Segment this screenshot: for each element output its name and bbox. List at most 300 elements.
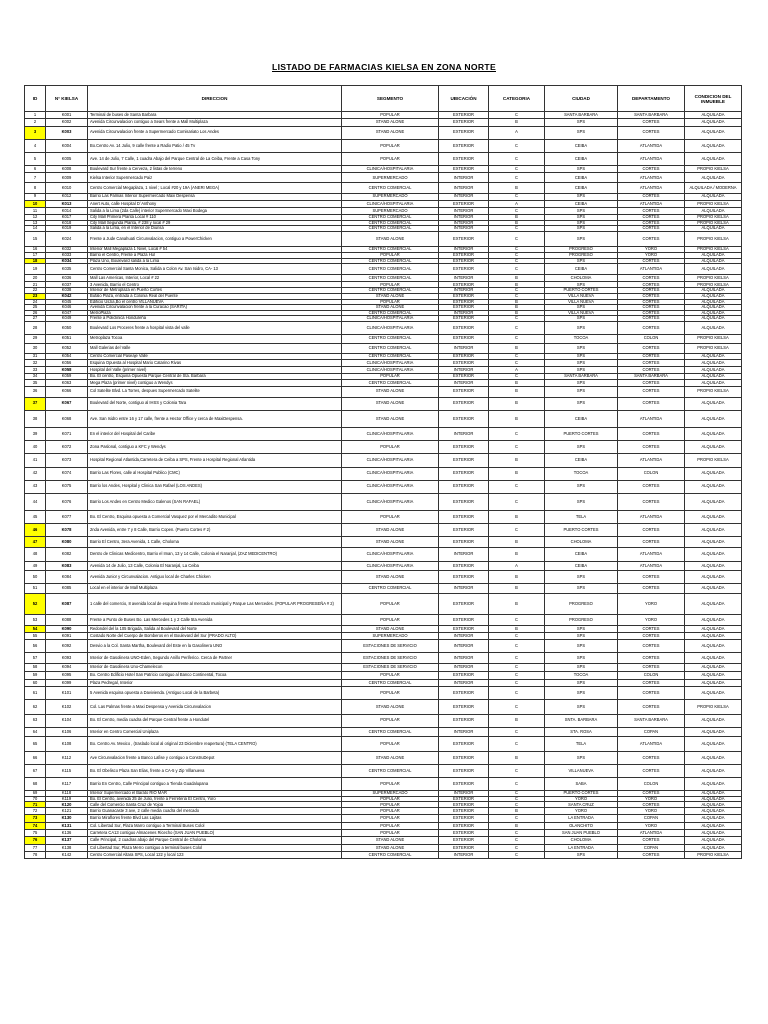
cell-department: CORTES bbox=[618, 193, 685, 200]
cell-location: EXTERIOR bbox=[439, 112, 489, 119]
cell-kielsa-number: K083 bbox=[46, 562, 88, 571]
cell-kielsa-number: K013 bbox=[46, 200, 88, 207]
cell-property-condition: PROPIO KIELSA bbox=[685, 246, 742, 253]
cell-address: MetroPlaza bbox=[88, 310, 342, 316]
cell-kielsa-number: K075 bbox=[46, 480, 88, 493]
cell-department: CORTES bbox=[618, 584, 685, 594]
cell-category: C bbox=[489, 264, 545, 275]
header-id: ID bbox=[25, 86, 46, 112]
cell-kielsa-number: K131 bbox=[46, 822, 88, 829]
cell-kielsa-number: K068 bbox=[46, 410, 88, 428]
cell-segment: CLINICA/HOSPITALARIA bbox=[342, 316, 439, 322]
cell-segment: SUPERMERCADO bbox=[342, 193, 439, 200]
cell-property-condition: ALQUILADA bbox=[685, 441, 742, 454]
table-row bbox=[25, 547, 742, 562]
cell-city: TOCOA bbox=[545, 672, 618, 679]
cell-segment: CENTRO COMERCIAL bbox=[342, 380, 439, 387]
cell-address: Hospital Regional Atlantida,Carretera de Ceiba a SPS, Frente a Hospital Regional Atlantida bbox=[88, 454, 342, 467]
cell-property-condition: PROPIO KIELSA bbox=[685, 165, 742, 172]
table-row bbox=[25, 183, 742, 193]
cell-address: Avenida 14 de Julio, 13 Calle, Colonia El Naranjal, La Ceiba bbox=[88, 562, 342, 571]
cell-kielsa-number: K099 bbox=[46, 679, 88, 686]
cell-department: CORTES bbox=[618, 751, 685, 764]
cell-id: 67 bbox=[25, 764, 46, 777]
cell-location: EXTERIOR bbox=[439, 700, 489, 715]
cell-property-condition: ALQUILADA bbox=[685, 751, 742, 764]
table-row bbox=[25, 822, 742, 829]
cell-id: 2 bbox=[25, 119, 46, 126]
cell-address: Anert Auto, calle Hospital D´Anthony bbox=[88, 200, 342, 207]
cell-location: EXTERIOR bbox=[439, 751, 489, 764]
cell-category: B bbox=[489, 822, 545, 829]
cell-property-condition: ALQUILADA bbox=[685, 547, 742, 562]
cell-segment: POPULAR bbox=[342, 112, 439, 119]
cell-city: CEIBA bbox=[545, 454, 618, 467]
cell-department: CORTES bbox=[618, 353, 685, 360]
cell-address: Col. Las Palmas frente a Maxi Despensa y Avenida Circunvalacion bbox=[88, 700, 342, 715]
cell-department: ATLANTIDA bbox=[618, 410, 685, 428]
cell-address: Col. Libertad Sur, Plaza Marro contiguo a Terminal Buses Colol bbox=[88, 822, 342, 829]
cell-id: 30 bbox=[25, 343, 46, 353]
cell-address: Interior de Metroplaza en Puerto Cortes bbox=[88, 288, 342, 294]
cell-address: Mall Galerias del Valle bbox=[88, 343, 342, 353]
cell-address: Terminal de buses de Santa Barbara bbox=[88, 112, 342, 119]
cell-segment: POPULAR bbox=[342, 796, 439, 802]
cell-id: 29 bbox=[25, 334, 46, 343]
cell-property-condition: ALQUILADA bbox=[685, 360, 742, 367]
cell-category: C bbox=[489, 208, 545, 215]
cell-location: EXTERIOR bbox=[439, 373, 489, 380]
cell-city: PUERTO CORTES bbox=[545, 288, 618, 294]
cell-address: Barrio En Centro, Calle Principal contiguo a Tienda Guadalupana bbox=[88, 777, 342, 790]
cell-property-condition: ALQUILADA bbox=[685, 119, 742, 126]
cell-location: EXTERIOR bbox=[439, 822, 489, 829]
table-row bbox=[25, 321, 742, 334]
cell-kielsa-number: K119 bbox=[46, 796, 88, 802]
cell-location: EXTERIOR bbox=[439, 353, 489, 360]
table-row bbox=[25, 751, 742, 764]
cell-id: 19 bbox=[25, 264, 46, 275]
cell-location: INTERIOR bbox=[439, 653, 489, 663]
cell-segment: POPULAR bbox=[342, 686, 439, 699]
table-row bbox=[25, 493, 742, 511]
cell-segment: SUPERMERCADO bbox=[342, 791, 439, 797]
cell-address: Hospital del Valle (primer nivel) bbox=[88, 366, 342, 373]
cell-category: C bbox=[489, 165, 545, 172]
cell-location: INTERIOR bbox=[439, 193, 489, 200]
cell-city: CEIBA bbox=[545, 547, 618, 562]
cell-location: EXTERIOR bbox=[439, 562, 489, 571]
cell-segment: POPULAR bbox=[342, 152, 439, 165]
cell-property-condition: ALQUILADA bbox=[685, 615, 742, 625]
cell-city: SPS bbox=[545, 584, 618, 594]
cell-kielsa-number: K076 bbox=[46, 493, 88, 511]
table-row bbox=[25, 353, 742, 360]
cell-address: City Mall Segunda Planta, # 238 y local # 29 bbox=[88, 220, 342, 226]
cell-city: SPS bbox=[545, 640, 618, 653]
cell-location: INTERIOR bbox=[439, 288, 489, 294]
cell-category: C bbox=[489, 663, 545, 672]
table-row bbox=[25, 808, 742, 815]
cell-segment: SUPERMERCADO bbox=[342, 173, 439, 183]
cell-location: INTERIOR bbox=[439, 428, 489, 441]
cell-department: COPAN bbox=[618, 815, 685, 822]
cell-location: INTERIOR bbox=[439, 663, 489, 672]
cell-city: SPS bbox=[545, 208, 618, 215]
cell-category: B bbox=[489, 119, 545, 126]
cell-segment: CENTRO COMERCIAL bbox=[342, 215, 439, 221]
cell-department: CORTES bbox=[618, 700, 685, 715]
cell-department: CORTES bbox=[618, 208, 685, 215]
table-row bbox=[25, 231, 742, 246]
cell-id: 10 bbox=[25, 200, 46, 207]
cell-property-condition: ALQUILADA bbox=[685, 815, 742, 822]
table-row bbox=[25, 441, 742, 454]
cell-department: ATLANTIDA bbox=[618, 737, 685, 752]
cell-department: YORO bbox=[618, 796, 685, 802]
cell-department: COPAN bbox=[618, 727, 685, 737]
cell-id: 17 bbox=[25, 253, 46, 259]
cell-location: EXTERIOR bbox=[439, 264, 489, 275]
cell-kielsa-number: K032 bbox=[46, 246, 88, 253]
cell-segment: CLINICA/HOSPITALARIA bbox=[342, 480, 439, 493]
cell-id: 68 bbox=[25, 777, 46, 790]
cell-segment: CENTRO COMERCIAL bbox=[342, 275, 439, 282]
cell-kielsa-number: K034 bbox=[46, 258, 88, 264]
cell-city: SPS bbox=[545, 353, 618, 360]
cell-address: Interior en Centro Comercial Uniplaza bbox=[88, 727, 342, 737]
cell-address: Salida a la Lima, en el Interior de Diunsa bbox=[88, 226, 342, 232]
cell-kielsa-number: K073 bbox=[46, 454, 88, 467]
cell-property-condition: ALQUILADA bbox=[685, 663, 742, 672]
cell-id: 27 bbox=[25, 316, 46, 322]
cell-property-condition: PROPIO KIELSA bbox=[685, 282, 742, 288]
cell-category: B bbox=[489, 220, 545, 226]
cell-id: 55 bbox=[25, 632, 46, 639]
cell-department: CORTES bbox=[618, 380, 685, 387]
table-row bbox=[25, 632, 742, 639]
cell-department: ATLANTIDA bbox=[618, 562, 685, 571]
cell-kielsa-number: K024 bbox=[46, 231, 88, 246]
cell-location: EXTERIOR bbox=[439, 537, 489, 547]
header-segment: SEGMENTO bbox=[342, 86, 439, 112]
cell-segment: POPULAR bbox=[342, 373, 439, 380]
cell-kielsa-number: K120 bbox=[46, 802, 88, 808]
cell-city: CEIBA bbox=[545, 200, 618, 207]
table-row bbox=[25, 334, 742, 343]
cell-id: 71 bbox=[25, 802, 46, 808]
cell-category: C bbox=[489, 441, 545, 454]
cell-city: VILLA NUEVA bbox=[545, 299, 618, 305]
cell-category: A bbox=[489, 366, 545, 373]
cell-location: INTERIOR bbox=[439, 366, 489, 373]
cell-location: INTERIOR bbox=[439, 220, 489, 226]
cell-location: EXTERIOR bbox=[439, 480, 489, 493]
cell-segment: POPULAR bbox=[342, 615, 439, 625]
cell-kielsa-number: K035 bbox=[46, 264, 88, 275]
cell-id: 37 bbox=[25, 397, 46, 410]
cell-id: 62 bbox=[25, 700, 46, 715]
cell-segment: CLINICA/HOSPITALARIA bbox=[342, 562, 439, 571]
cell-kielsa-number: K080 bbox=[46, 537, 88, 547]
cell-id: 28 bbox=[25, 321, 46, 334]
cell-segment: CENTRO COMERCIAL bbox=[342, 220, 439, 226]
cell-property-condition: ALQUILADA bbox=[685, 511, 742, 524]
cell-kielsa-number: K059 bbox=[46, 373, 88, 380]
cell-kielsa-number: K117 bbox=[46, 777, 88, 790]
cell-location: EXTERIOR bbox=[439, 139, 489, 152]
cell-id: 59 bbox=[25, 672, 46, 679]
cell-id: 47 bbox=[25, 537, 46, 547]
table-row bbox=[25, 764, 742, 777]
cell-address: Bo. Centro Av. Mexico , (traslado local al original 23 Diciembre reapertura) (TELA CENTRO) bbox=[88, 737, 342, 752]
header-kielsa-number: N° KIELSA bbox=[46, 86, 88, 112]
cell-segment: POPULAR bbox=[342, 511, 439, 524]
cell-address: Desvio a la Col. Santa Martha, Boulevard del Este en la Gasolinera UNO bbox=[88, 640, 342, 653]
cell-id: 72 bbox=[25, 808, 46, 815]
cell-property-condition: PROPIO KIELSA bbox=[685, 386, 742, 397]
cell-kielsa-number: K056 bbox=[46, 360, 88, 367]
cell-id: 56 bbox=[25, 640, 46, 653]
table-row bbox=[25, 700, 742, 715]
cell-id: 64 bbox=[25, 727, 46, 737]
cell-city: CEIBA bbox=[545, 173, 618, 183]
cell-category: B bbox=[489, 386, 545, 397]
cell-department: COLON bbox=[618, 334, 685, 343]
cell-kielsa-number: K012 bbox=[46, 193, 88, 200]
cell-location: EXTERIOR bbox=[439, 737, 489, 752]
cell-address: Dentro de Clinicas Medicentro, Barrio el Iman, 13 y 14 Calle, Colonia el Naranjal, (ZAZ MEDICENTRO) bbox=[88, 547, 342, 562]
cell-category: B bbox=[489, 537, 545, 547]
cell-id: 36 bbox=[25, 386, 46, 397]
table-row bbox=[25, 815, 742, 822]
table-row bbox=[25, 570, 742, 583]
cell-city: SPS bbox=[545, 480, 618, 493]
cell-city: SPS bbox=[545, 441, 618, 454]
cell-property-condition: ALQUILADA bbox=[685, 593, 742, 615]
cell-city: SPS bbox=[545, 321, 618, 334]
cell-address: Frente a Punto de Buses Bo. Las Mercedes 1 y 2 Calle 5ta Avenida bbox=[88, 615, 342, 625]
cell-city: CEIBA bbox=[545, 183, 618, 193]
document-title: LISTADO DE FARMACIAS KIELSA EN ZONA NORTE bbox=[272, 62, 496, 72]
cell-property-condition: ALQUILADA bbox=[685, 293, 742, 299]
cell-id: 74 bbox=[25, 822, 46, 829]
table-row bbox=[25, 562, 742, 571]
cell-id: 31 bbox=[25, 353, 46, 360]
cell-kielsa-number: K052 bbox=[46, 343, 88, 353]
cell-department: CORTES bbox=[618, 305, 685, 311]
cell-category: C bbox=[489, 353, 545, 360]
cell-kielsa-number: K095 bbox=[46, 672, 88, 679]
cell-segment: CENTRO COMERCIAL bbox=[342, 353, 439, 360]
table-body bbox=[25, 112, 742, 859]
cell-kielsa-number: K118 bbox=[46, 791, 88, 797]
cell-department: YORO bbox=[618, 615, 685, 625]
table-row bbox=[25, 640, 742, 653]
cell-segment: STAND ALONE bbox=[342, 386, 439, 397]
cell-department: CORTES bbox=[618, 360, 685, 367]
cell-category: B bbox=[489, 275, 545, 282]
cell-address: 5 Avenida esquina opuesta a Davivienda. (Antiguo Local de la Barbeta) bbox=[88, 686, 342, 699]
cell-department: CORTES bbox=[618, 215, 685, 221]
cell-property-condition: ALQUILADA bbox=[685, 480, 742, 493]
cell-city: CEIBA bbox=[545, 152, 618, 165]
cell-segment: CLINICA/HOSPITALARIA bbox=[342, 165, 439, 172]
cell-property-condition: ALQUILADA bbox=[685, 226, 742, 232]
cell-city: SPS bbox=[545, 386, 618, 397]
cell-property-condition: ALQUILADA / MODERNA bbox=[685, 183, 742, 193]
cell-kielsa-number: K085 bbox=[46, 584, 88, 594]
cell-property-condition: ALQUILADA bbox=[685, 714, 742, 727]
cell-segment: CENTRO COMERCIAL bbox=[342, 343, 439, 353]
cell-address: Avenida Circunvalacion frente a la Curacao (SARITA) bbox=[88, 305, 342, 311]
cell-segment: CLINICA/HOSPITALARIA bbox=[342, 360, 439, 367]
cell-category: C bbox=[489, 844, 545, 851]
cell-id: 48 bbox=[25, 547, 46, 562]
table-row bbox=[25, 777, 742, 790]
table-row bbox=[25, 386, 742, 397]
cell-city: SANTA BARBARA bbox=[545, 373, 618, 380]
cell-department: YORO bbox=[618, 253, 685, 259]
cell-city: SPS bbox=[545, 653, 618, 663]
cell-id: 9 bbox=[25, 193, 46, 200]
cell-kielsa-number: K072 bbox=[46, 441, 88, 454]
cell-kielsa-number: K066 bbox=[46, 386, 88, 397]
cell-kielsa-number: K017 bbox=[46, 215, 88, 221]
cell-kielsa-number: K008 bbox=[46, 165, 88, 172]
cell-segment: CLINICA/HOSPITALARIA bbox=[342, 321, 439, 334]
cell-id: 44 bbox=[25, 493, 46, 511]
cell-location: INTERIOR bbox=[439, 679, 489, 686]
cell-category: C bbox=[489, 815, 545, 822]
cell-segment: CENTRO COMERCIAL bbox=[342, 764, 439, 777]
cell-department: CORTES bbox=[618, 288, 685, 294]
cell-city: SPS bbox=[545, 305, 618, 311]
cell-segment: STAND ALONE bbox=[342, 751, 439, 764]
cell-address: Boulevard Sur frente a Cerveza, 2 listas de terreno bbox=[88, 165, 342, 172]
cell-segment: STAND ALONE bbox=[342, 625, 439, 632]
cell-property-condition: ALQUILADA bbox=[685, 493, 742, 511]
cell-category: C bbox=[489, 193, 545, 200]
cell-city: TOCOA bbox=[545, 467, 618, 480]
cell-property-condition: PROPIO KIELSA bbox=[685, 275, 742, 282]
cell-city: SAN JUAN PUEBLO bbox=[545, 830, 618, 837]
cell-property-condition: ALQUILADA bbox=[685, 288, 742, 294]
cell-city: CEIBA bbox=[545, 562, 618, 571]
cell-location: INTERIOR bbox=[439, 791, 489, 797]
cell-id: 60 bbox=[25, 679, 46, 686]
cell-id: 41 bbox=[25, 454, 46, 467]
table-row bbox=[25, 727, 742, 737]
cell-department: CORTES bbox=[618, 632, 685, 639]
header-department: DEPARTAMENTO bbox=[618, 86, 685, 112]
cell-address: Calle Principal, 2 cuadras abajo del Parque Central de Choloma bbox=[88, 837, 342, 844]
cell-kielsa-number: K090 bbox=[46, 625, 88, 632]
cell-kielsa-number: K137 bbox=[46, 837, 88, 844]
cell-category: C bbox=[489, 632, 545, 639]
cell-category: B bbox=[489, 454, 545, 467]
cell-kielsa-number: K130 bbox=[46, 815, 88, 822]
cell-kielsa-number: K058 bbox=[46, 366, 88, 373]
cell-property-condition: ALQUILADA bbox=[685, 632, 742, 639]
cell-address: Avenida Circunvalacion frente a Supermercado Comisariato Los Andes bbox=[88, 126, 342, 139]
cell-segment: CENTRO COMERCIAL bbox=[342, 183, 439, 193]
cell-id: 69 bbox=[25, 791, 46, 797]
cell-location: INTERIOR bbox=[439, 246, 489, 253]
cell-id: 24 bbox=[25, 299, 46, 305]
cell-city: CHOLOMA bbox=[545, 537, 618, 547]
table-row bbox=[25, 193, 742, 200]
cell-city: PUERTO CORTES bbox=[545, 524, 618, 537]
cell-city: SPS bbox=[545, 366, 618, 373]
cell-city: SPS bbox=[545, 231, 618, 246]
cell-property-condition: ALQUILADA bbox=[685, 640, 742, 653]
table-row bbox=[25, 454, 742, 467]
cell-address: Edificio Uszia,Bo el centro VILLANUEVA bbox=[88, 299, 342, 305]
header-address: DIRECCION bbox=[88, 86, 342, 112]
cell-department: CORTES bbox=[618, 299, 685, 305]
cell-city: SPS bbox=[545, 663, 618, 672]
cell-location: EXTERIOR bbox=[439, 152, 489, 165]
cell-kielsa-number: K046 bbox=[46, 305, 88, 311]
cell-segment: POPULAR bbox=[342, 672, 439, 679]
cell-property-condition: ALQUILADA bbox=[685, 397, 742, 410]
cell-city: SPS bbox=[545, 220, 618, 226]
cell-location: INTERIOR bbox=[439, 343, 489, 353]
cell-city: SPS bbox=[545, 380, 618, 387]
cell-location: EXTERIOR bbox=[439, 321, 489, 334]
table-row bbox=[25, 593, 742, 615]
cell-property-condition: ALQUILADA bbox=[685, 152, 742, 165]
cell-location: INTERIOR bbox=[439, 183, 489, 193]
table-row bbox=[25, 537, 742, 547]
cell-property-condition: ALQUILADA bbox=[685, 112, 742, 119]
cell-location: EXTERIOR bbox=[439, 293, 489, 299]
cell-location: EXTERIOR bbox=[439, 441, 489, 454]
cell-id: 45 bbox=[25, 511, 46, 524]
table-row bbox=[25, 653, 742, 663]
cell-category: A bbox=[489, 200, 545, 207]
cell-category: C bbox=[489, 373, 545, 380]
cell-property-condition: ALQUILADA bbox=[685, 467, 742, 480]
cell-id: 26 bbox=[25, 310, 46, 316]
cell-segment: POPULAR bbox=[342, 282, 439, 288]
cell-address: Barrio los Andes, Hospital y Clinica San Rafael (LOS ANDES) bbox=[88, 480, 342, 493]
cell-city: PROGRESO bbox=[545, 593, 618, 615]
cell-property-condition: ALQUILADA bbox=[685, 193, 742, 200]
table-row bbox=[25, 173, 742, 183]
cell-category: C bbox=[489, 293, 545, 299]
cell-location: INTERIOR bbox=[439, 173, 489, 183]
cell-department: CORTES bbox=[618, 220, 685, 226]
cell-segment: CENTRO COMERCIAL bbox=[342, 679, 439, 686]
cell-department: ATLANTIDA bbox=[618, 183, 685, 193]
cell-segment: POPULAR bbox=[342, 441, 439, 454]
cell-department: CORTES bbox=[618, 570, 685, 583]
cell-city: PROGRESO bbox=[545, 253, 618, 259]
cell-category: C bbox=[489, 615, 545, 625]
cell-city: SPS bbox=[545, 570, 618, 583]
cell-id: 40 bbox=[25, 441, 46, 454]
cell-category: B bbox=[489, 547, 545, 562]
cell-category: C bbox=[489, 226, 545, 232]
cell-location: INTERIOR bbox=[439, 851, 489, 858]
cell-address: Redondel del la 105 Brigada, Salida al Boulevard del Norte bbox=[88, 625, 342, 632]
cell-property-condition: PROPIO KIELSA bbox=[685, 851, 742, 858]
cell-segment: STAND ALONE bbox=[342, 126, 439, 139]
header-city: CIUDAD bbox=[545, 86, 618, 112]
cell-department: YORO bbox=[618, 246, 685, 253]
